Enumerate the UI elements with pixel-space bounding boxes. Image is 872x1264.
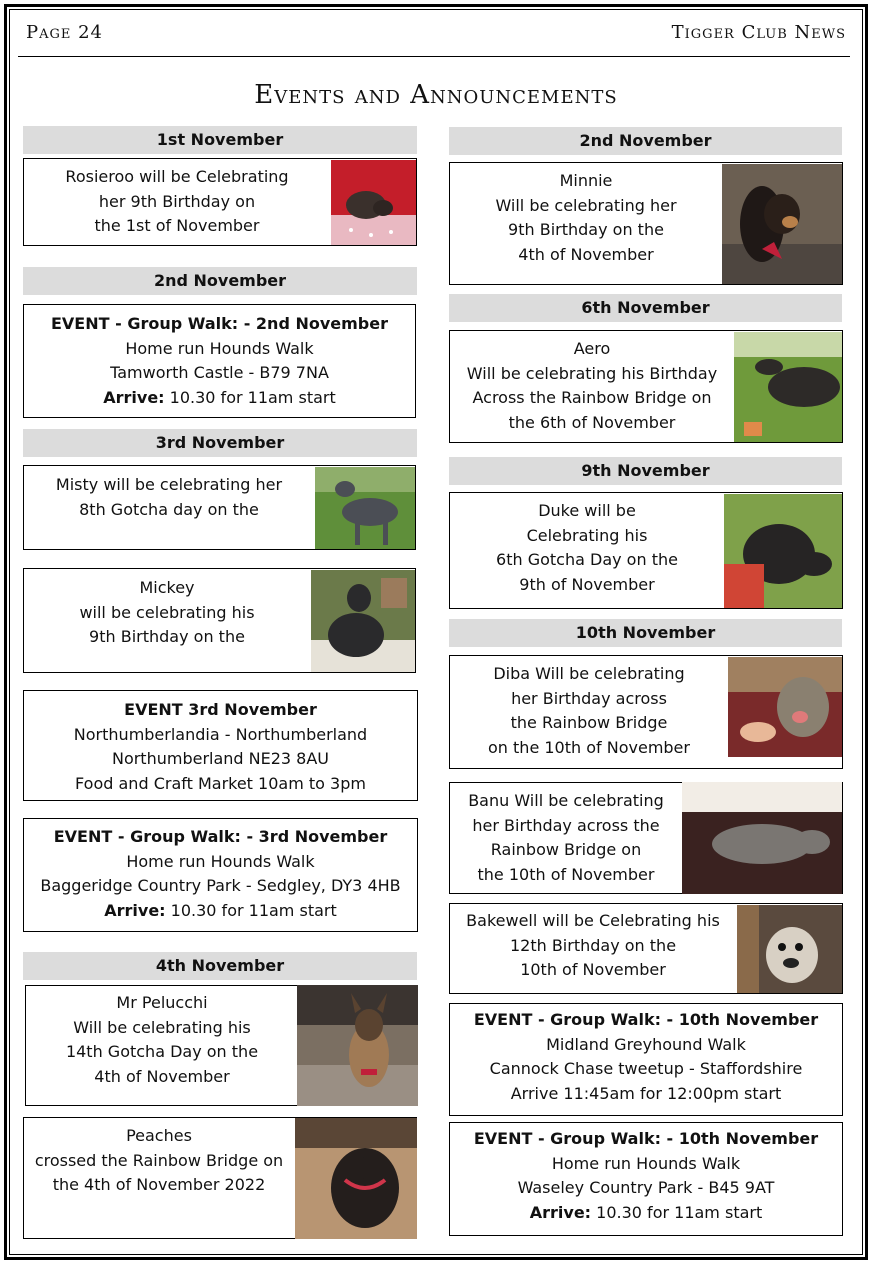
text-line: Will be celebrating her — [495, 195, 677, 215]
text-line: Rosieroo will be Celebrating — [65, 167, 289, 186]
text-line: 12th Birthday on the — [509, 935, 677, 955]
announcement-peaches — [23, 1117, 417, 1239]
event-line: Northumberlandia - Northumberland — [73, 724, 368, 744]
text-line: the 10th of November — [477, 864, 655, 884]
dog-photo-rosieroo — [331, 160, 416, 245]
text-line: Rainbow Bridge on — [490, 840, 642, 859]
dog-photo-bakewell — [737, 905, 842, 993]
text-line: Aero — [573, 339, 611, 358]
announcement-banu — [449, 782, 843, 894]
arrive-time: 10.30 for 11am start — [164, 387, 336, 407]
event-walk-10th-november-cannock — [449, 1003, 843, 1116]
text-line: on the 10th of November — [488, 737, 690, 757]
text-line: 6th Gotcha Day on the — [496, 550, 678, 569]
announcement-rosieroo — [23, 158, 417, 246]
event-line: Waseley Country Park - B45 9AT — [517, 1178, 775, 1197]
dog-photo-peaches — [295, 1118, 417, 1239]
text-line: her Birthday across — [511, 688, 667, 708]
text-line: Bakewell will be Celebrating his — [466, 911, 720, 930]
text-line: her Birthday across the — [472, 815, 660, 835]
text-line: 14th Gotcha Day on the — [65, 1042, 259, 1061]
announcement-diba — [449, 655, 843, 769]
text-line: Misty will be celebrating her — [55, 475, 283, 494]
event-arrive — [24, 386, 415, 411]
text-line: Will be celebrating his Birthday — [466, 363, 718, 383]
text-line: Peaches — [126, 1126, 192, 1145]
text-line: the 6th of November — [508, 412, 676, 432]
event-title: EVENT - Group Walk: - 3rd November — [53, 827, 388, 846]
dog-photo-duke — [724, 494, 842, 608]
event-line: Food and Craft Market 10am to 3pm — [75, 773, 366, 793]
text-line: the Rainbow Bridge — [510, 713, 668, 732]
text-line: Celebrating his — [526, 525, 648, 545]
text-line: will be celebrating his — [79, 602, 255, 622]
date-bar-3rd-november: 3rd November — [23, 429, 417, 457]
announcement-duke — [449, 492, 843, 609]
text-line: Mickey — [139, 578, 195, 597]
text-line: Will be celebrating his — [73, 1017, 251, 1037]
text-line: Banu Will be celebrating — [468, 791, 664, 810]
page-title: Events and Announcements — [254, 80, 618, 110]
event-northumberlandia — [23, 690, 418, 801]
event-line: Home run Hounds Walk — [551, 1153, 741, 1173]
event-title: EVENT - Group Walk: - 2nd November — [50, 314, 388, 333]
dog-photo-minnie — [722, 164, 842, 284]
event-line: Northumberland NE23 8AU — [111, 749, 330, 768]
announcement-aero — [449, 330, 843, 443]
text-line: 9th of November — [519, 574, 655, 594]
dog-photo-diba — [728, 657, 842, 757]
date-bar-2nd-november: 2nd November — [23, 267, 417, 295]
text-line: 4th of November — [94, 1066, 230, 1086]
announcement-misty — [23, 465, 416, 550]
text-line: Diba Will be celebrating — [493, 664, 685, 683]
date-bar-4th-november: 4th November — [23, 952, 417, 980]
text-line: her 9th Birthday on — [98, 191, 256, 211]
event-line: Midland Greyhound Walk — [546, 1034, 746, 1054]
text-line: Mr Pelucchi — [116, 993, 208, 1012]
event-line: Tamworth Castle - B79 7NA — [110, 363, 329, 382]
event-walk-3rd-november — [23, 818, 418, 932]
text-line: the 4th of November 2022 — [52, 1175, 266, 1194]
event-title: EVENT 3rd November — [124, 700, 317, 719]
event-arrive — [24, 899, 417, 924]
arrive-time: 10.30 for 11am start — [591, 1202, 763, 1222]
text-line: Across the Rainbow Bridge on — [472, 388, 712, 407]
header-rule — [18, 56, 850, 57]
event-line: Home run Hounds Walk — [125, 338, 314, 358]
event-title: EVENT - Group Walk: - 10th November — [473, 1129, 819, 1148]
event-line: Baggeridge Country Park - Sedgley, DY3 4HB — [40, 876, 401, 895]
event-walk-2nd-november — [23, 304, 416, 418]
text-line: 8th Gotcha day on the — [79, 499, 259, 519]
announcement-mr-pelucchi — [25, 985, 417, 1106]
text-line: Duke will be — [538, 501, 636, 520]
date-bar-2nd-november-right: 2nd November — [449, 127, 842, 155]
text-line: 10th of November — [520, 960, 666, 979]
arrive-label: Arrive: — [103, 387, 165, 407]
event-line: Arrive 11:45am for 12:00pm start — [510, 1083, 782, 1103]
text-line: Minnie — [559, 171, 613, 190]
text-line: crossed the Rainbow Bridge on — [34, 1150, 284, 1170]
dog-photo-mickey — [311, 570, 415, 672]
text-line: 4th of November — [518, 244, 654, 264]
arrive-label: Arrive: — [529, 1202, 592, 1222]
dog-photo-banu — [682, 782, 842, 894]
newsletter-name: Tigger Club News — [671, 22, 846, 43]
announcement-bakewell — [449, 903, 843, 994]
announcement-minnie — [449, 162, 843, 285]
event-title: EVENT - Group Walk: - 10th November — [473, 1010, 819, 1029]
date-bar-10th-november: 10th November — [449, 619, 842, 647]
date-bar-6th-november: 6th November — [449, 294, 842, 322]
text-line: 9th Birthday on the — [89, 627, 245, 646]
event-line: Home run Hounds Walk — [126, 851, 315, 871]
date-bar-1st-november: 1st November — [23, 126, 417, 154]
dog-photo-aero — [734, 332, 842, 442]
date-bar-9th-november: 9th November — [449, 457, 842, 485]
event-line: Cannock Chase tweetup - Staffordshire — [489, 1059, 803, 1078]
dog-photo-misty — [315, 467, 415, 549]
announcement-mickey — [23, 568, 416, 673]
arrive-time: 10.30 for 11am start — [165, 900, 337, 920]
event-arrive — [450, 1201, 842, 1226]
dog-photo-mr-pelucchi — [297, 985, 418, 1106]
text-line: the 1st of November — [94, 216, 260, 235]
page-number: Page 24 — [26, 22, 103, 43]
arrive-label: Arrive: — [104, 900, 166, 920]
page-header — [26, 22, 846, 44]
event-walk-10th-november-waseley — [449, 1122, 843, 1236]
text-line: 9th Birthday on the — [508, 220, 664, 239]
